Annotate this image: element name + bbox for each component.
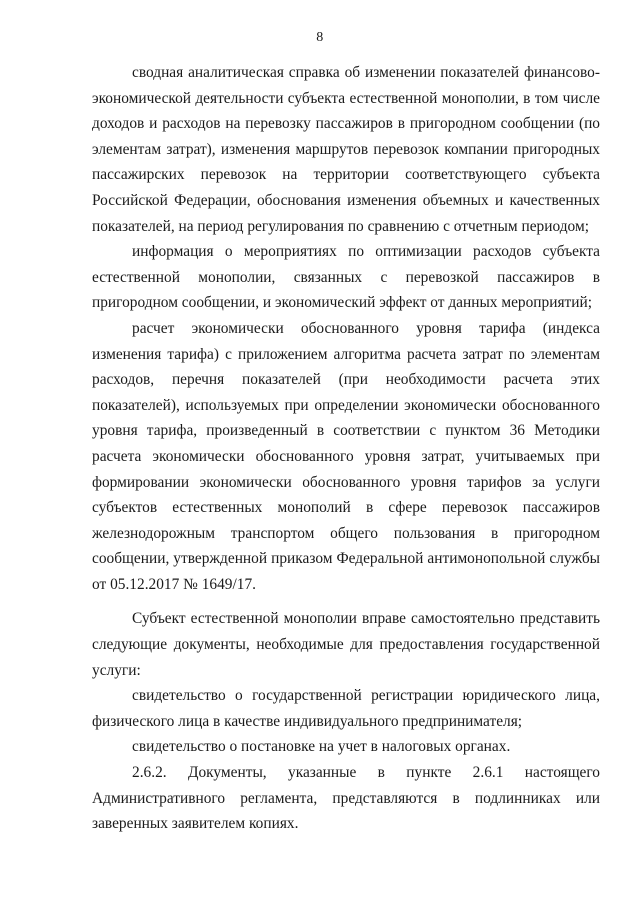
- page-number: 8: [316, 30, 324, 45]
- paragraph-optional-documents: Субъект естественной монополии вправе самостоятельно представить следующие документы, необходимые для предоставления государственной услуги:: [92, 610, 600, 679]
- paragraph-analytical-report: сводная аналитическая справка об изменении показателей финансово-экономической деятельности субъекта естественной монополии, в том числе доходов и расходов на перевозку пассажиров в пригородном сообщении (по элементам затрат), изменения маршрутов перевозок компании пригородных пассажирских перевозок на территории соответствующего субъекта Российской Федерации, обоснования изменения объемных и качественных показателей, на период регулирования по сравнению с отчетным периодом;: [92, 64, 600, 235]
- document-body: [92, 60, 600, 837]
- paragraph-tariff-calculation: расчет экономически обоснованного уровня тарифа (индекса изменения тарифа) с приложением алгоритма расчета затрат по элементам расходов, перечня показателей (при необходимости расчета этих показателей), используемых при определении экономически обоснованного уровня тарифа, произведенный в соответствии с пунктом 36 Методики расчета экономически обоснованного уровня затрат, учитываемых при формировании экономически обоснованного уровня тарифов за услуги субъектов естественных монополий в сфере перевозок пассажиров железнодорожным транспортом общего пользования в пригородном сообщении, утвержденной приказом Федеральной антимонопольной службы от 05.12.2017 № 1649/17.: [92, 319, 600, 593]
- paragraph-cost-optimization: информация о мероприятиях по оптимизации расходов субъекта естественной монополии, связанных с перевозкой пассажиров в пригородном сообщении, и экономический эффект от данных мероприятий;: [92, 243, 600, 312]
- paragraph-section-2-6-2: 2.6.2. Документы, указанные в пункте 2.6.1 настоящего Административного регламента, представляются в подлинниках или заверенных заявителем копиях.: [92, 764, 600, 833]
- paragraph-tax-certificate: свидетельство о постановке на учет в налоговых органах.: [132, 738, 511, 756]
- paragraph-registration-certificate: свидетельство о государственной регистрации юридического лица, физического лица в качестве индивидуального предпринимателя;: [92, 687, 600, 730]
